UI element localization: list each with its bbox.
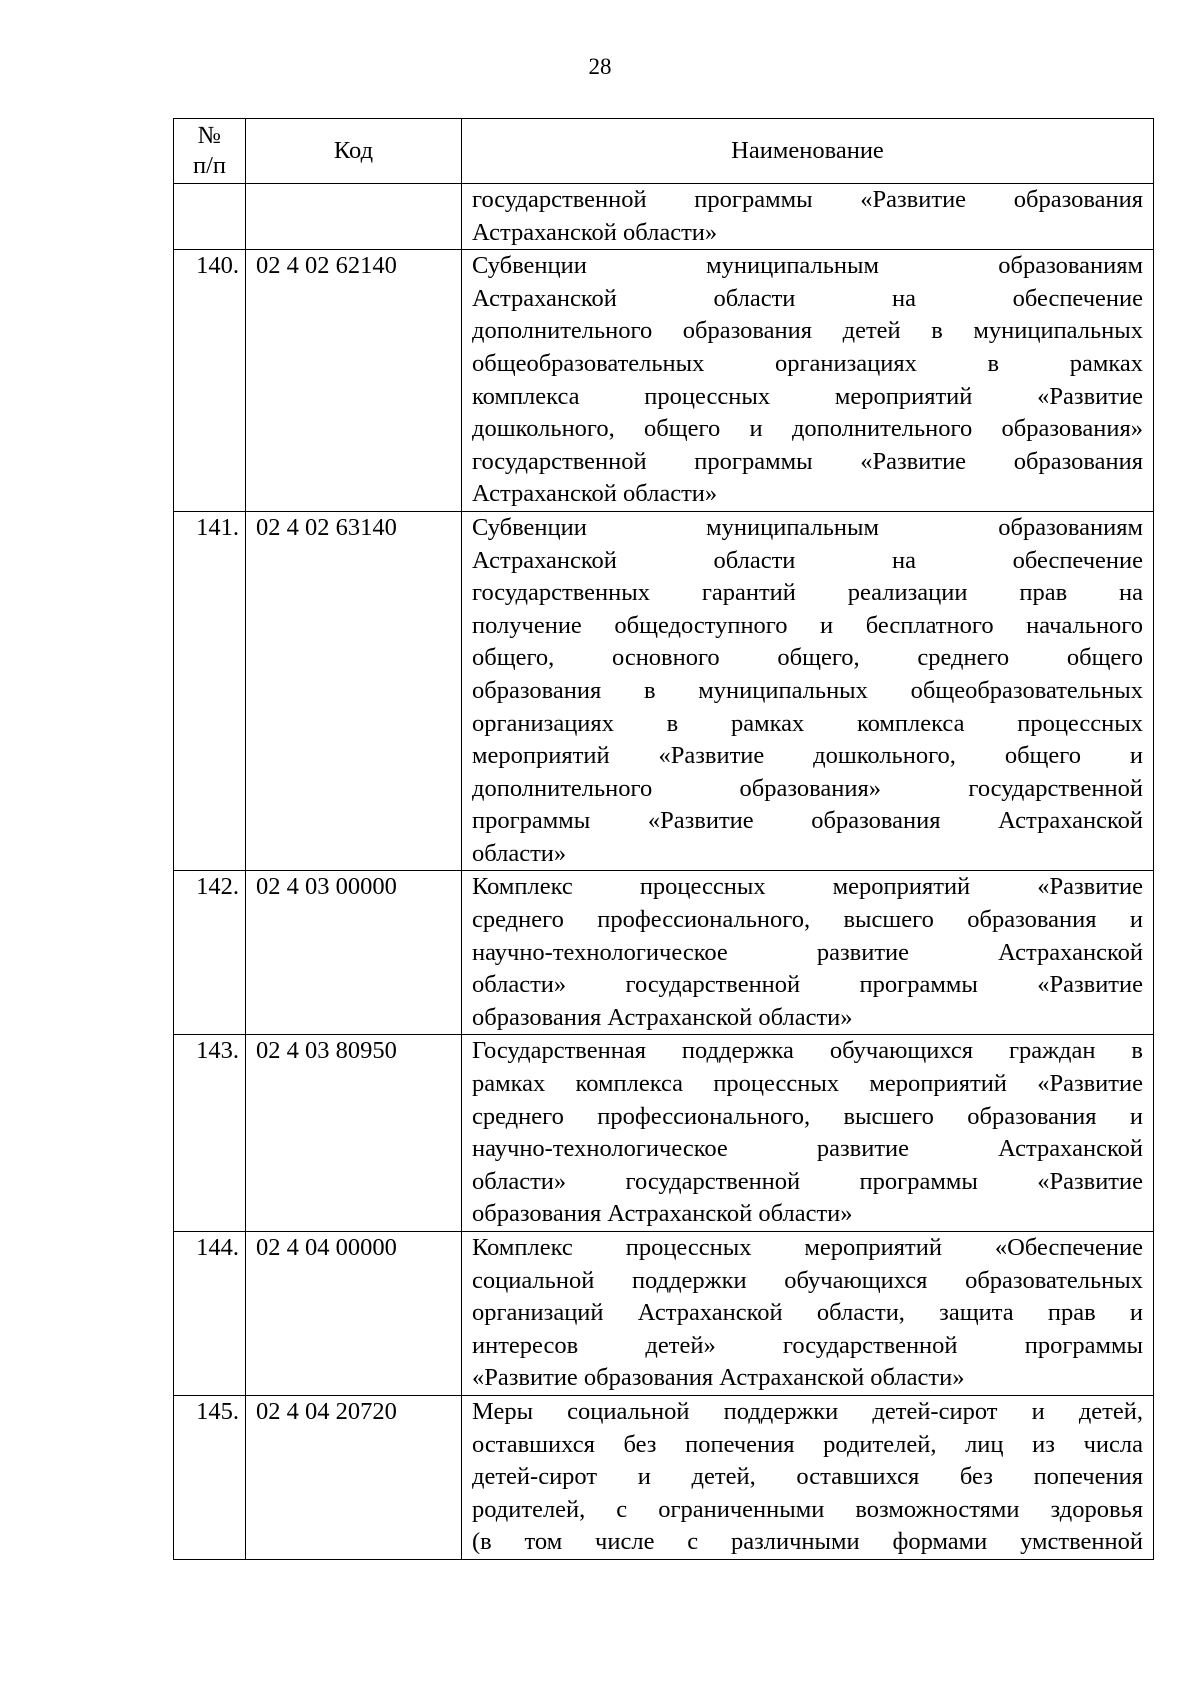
row-code: 02 4 02 63140 <box>246 511 462 871</box>
row-name-line: Комплекс процессных мероприятий «Развитие <box>472 873 1143 901</box>
table-header-row <box>174 119 1154 184</box>
row-name-line: Государственная поддержка обучающихся граждан в <box>472 1037 1143 1065</box>
row-name-line: Субвенции муниципальным образованиям <box>472 252 1143 280</box>
header-number <box>174 119 246 184</box>
row-name-line: мероприятий «Развитие дошкольного, общего и <box>472 742 1143 770</box>
row-number: 140. <box>174 250 246 512</box>
header-name: Наименование <box>462 119 1154 184</box>
row-name-line: научно-технологическое развитие Астраханской <box>472 938 1143 966</box>
row-code: 02 4 03 00000 <box>246 871 462 1035</box>
table-row <box>174 511 1154 871</box>
row-number: 141. <box>174 511 246 871</box>
row-name-line: государственной программы «Развитие образования <box>472 447 1143 475</box>
row-name-line: (в том числе с различными формами умственной <box>472 1528 1143 1556</box>
header-number-symbol: № <box>197 122 222 149</box>
row-name-line: рамках комплекса процессных мероприятий «Развитие <box>472 1070 1143 1098</box>
row-number: 144. <box>174 1232 246 1396</box>
row-name-line: Астраханской области» <box>472 218 718 246</box>
row-code: 02 4 02 62140 <box>246 250 462 512</box>
row-name-line: дополнительного образования» государственной <box>472 774 1143 802</box>
table-row <box>174 871 1154 1035</box>
row-name-line: среднего профессионального, высшего образования и <box>472 1102 1143 1130</box>
row-name-line: комплекса процессных мероприятий «Развитие <box>472 382 1143 410</box>
row-name <box>462 1035 1154 1232</box>
row-name-line: социальной поддержки обучающихся образовательных <box>472 1266 1143 1294</box>
row-name-line: научно-технологическое развитие Астраханской <box>472 1135 1143 1163</box>
row-name-line: оставшихся без попечения родителей, лиц из числа <box>472 1430 1143 1458</box>
row-name-line: организациях в рамках комплекса процессных <box>472 709 1143 737</box>
table-row <box>174 1035 1154 1232</box>
page-number: 28 <box>588 54 612 79</box>
header-number-abbr: п/п <box>192 152 227 179</box>
row-name-line: получение общедоступного и бесплатного начального <box>472 611 1143 639</box>
row-name-line: интересов детей» государственной программы <box>472 1331 1143 1359</box>
row-name-line: дополнительного образования детей в муниципальных <box>472 317 1143 345</box>
table-row <box>174 184 1154 250</box>
row-name-line: Астраханской области на обеспечение <box>472 546 1143 574</box>
row-name-line: организаций Астраханской области, защита прав и <box>472 1299 1143 1327</box>
row-code: 02 4 04 20720 <box>246 1395 462 1559</box>
row-name-line: области» <box>472 839 567 867</box>
classification-table <box>173 118 1154 1560</box>
row-name-line: родителей, с ограниченными возможностями здоровья <box>472 1495 1143 1523</box>
header-code: Код <box>246 119 462 184</box>
row-code <box>246 184 462 250</box>
row-name-line: «Развитие образования Астраханской области» <box>472 1364 965 1392</box>
row-name <box>462 1395 1154 1559</box>
row-name-line: Астраханской области» <box>472 480 718 508</box>
row-name-line: детей-сирот и детей, оставшихся без попечения <box>472 1463 1143 1491</box>
row-name <box>462 250 1154 512</box>
row-number: 142. <box>174 871 246 1035</box>
row-name <box>462 1232 1154 1396</box>
row-name-line: государственных гарантий реализации прав на <box>472 579 1143 607</box>
row-name-line: области» государственной программы «Развитие <box>472 971 1143 999</box>
row-name-line: программы «Развитие образования Астраханской <box>472 807 1143 835</box>
row-name-line: общего, основного общего, среднего общего <box>472 644 1143 672</box>
row-name-line: Комплекс процессных мероприятий «Обеспечение <box>472 1234 1143 1261</box>
row-name-line: государственной программы «Развитие образования <box>472 186 1143 213</box>
table-row <box>174 250 1154 512</box>
row-name-line: Меры социальной поддержки детей-сирот и детей, <box>472 1397 1143 1425</box>
row-name-line: среднего профессионального, высшего образования и <box>472 906 1143 934</box>
table-row <box>174 1395 1154 1559</box>
row-name-line: общеобразовательных организациях в рамках <box>472 349 1143 377</box>
row-name-line: образования в муниципальных общеобразовательных <box>472 676 1143 704</box>
row-name-line: области» государственной программы «Развитие <box>472 1167 1143 1195</box>
table-row <box>174 1232 1154 1396</box>
row-name-line: Субвенции муниципальным образованиям <box>472 513 1143 541</box>
row-name-line: образования Астраханской области» <box>472 1200 853 1228</box>
row-name <box>462 871 1154 1035</box>
row-number: 145. <box>174 1395 246 1559</box>
row-code: 02 4 03 80950 <box>246 1035 462 1232</box>
row-number: 143. <box>174 1035 246 1232</box>
row-number <box>174 184 246 250</box>
table-body <box>174 184 1154 1560</box>
row-code: 02 4 04 00000 <box>246 1232 462 1396</box>
row-name <box>462 184 1154 250</box>
row-name-line: дошкольного, общего и дополнительного образования» <box>472 415 1143 443</box>
row-name-line: образования Астраханской области» <box>472 1003 853 1031</box>
row-name-line: Астраханской области на обеспечение <box>472 284 1143 312</box>
row-name <box>462 511 1154 871</box>
